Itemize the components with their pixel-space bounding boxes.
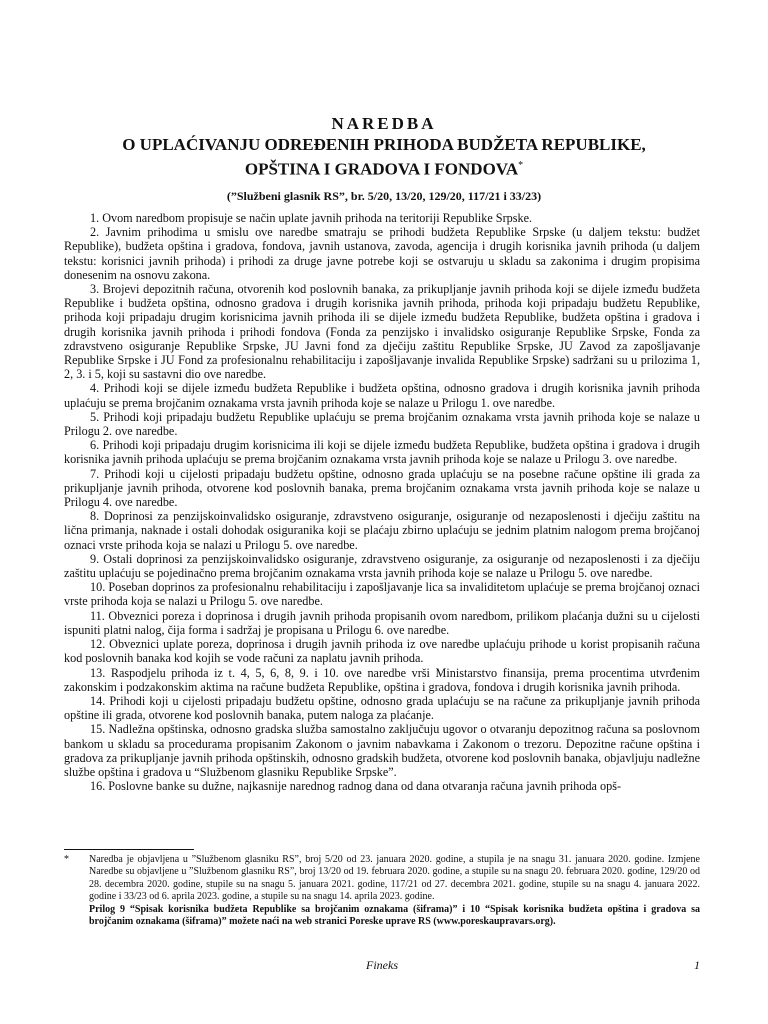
document-body xyxy=(64,211,700,793)
document-subtitle-line1: O UPLAĆIVANJU ODREĐENIH PRIHODA BUDŽETA REPUBLIKE, xyxy=(122,135,646,154)
paragraph: 12. Obveznici uplate poreza, doprinosa i drugih javnih prihoda iz ove naredbe uplaćuju prihode u korist propisanih računa kod poslovnih banaka kod kojih se vode računi za naplatu javnih prihoda. xyxy=(64,637,700,666)
paragraph: 4. Prihodi koji se dijele između budžeta Republike i budžeta opština, odnosno gradova i drugih korisnika javnih prihoda uplaćuju se prema brojčanim oznakama vrsta javnih prihoda koje se nalaze u Prilogu 1. ove naredbe. xyxy=(64,381,700,410)
paragraph: 8. Doprinosi za penzijskoinvalidsko osiguranje, zdravstveno osiguranje, osiguranje od nezaposlenosti i dječiju zaštitu na lična primanja, naknade i ostali dohodak osiguranika koji se plaćaju zbirno uplaćuju se jednim platnim nalogom prema brojčanoj oznaci vrste prihoda koja se nalazi u Prilogu 5. ove naredbe. xyxy=(64,509,700,552)
title-block xyxy=(40,114,728,204)
paragraph: 14. Prihodi koji u cijelosti pripadaju budžetu opštine, odnosno grada uplaćuju se na račune za prikupljanje javnih prihoda opštine ili grada, otvorene kod poslovnih banaka, putem naloga za plaćanje. xyxy=(64,693,700,723)
paragraph: 1. Ovom naredbom propisuje se način uplate javnih prihoda na teritoriji Republike Srpske. xyxy=(90,211,533,225)
document-title: NAREDBA xyxy=(331,114,437,133)
footnote-annex-note: Prilog 9 “Spisak korisnika budžeta Republike sa brojčanim oznakama (šiframa)” i 10 “Spisak korisnika budžeta opština i gradova sa brojčanim oznakama (šiframa)” možete naći na web stranici Poreske uprave RS (www.poreskaupravars.org). xyxy=(89,903,700,928)
paragraph: 13. Raspodjelu prihoda iz t. 4, 5, 6, 8, 9. i 10. ove naredbe vrši Ministarstvo finansija, prema procentima utvrđenim zakonskim i podzakonskim aktima na račune budžeta Republike, opština i gradova, fondova i drugih korisnika javnih prihoda. xyxy=(64,665,700,694)
footnote-content xyxy=(89,854,700,928)
paragraph: 16. Poslovne banke su dužne, najkasnije narednog radnog dana od dana otvaranja računa javnih prihoda opš- xyxy=(90,779,622,794)
footnote-row xyxy=(64,854,700,928)
footnote-text: Naredba je objavljena u ”Službenom glasniku RS”, broj 5/20 od 23. januara 2020. godine, a stupila je na snagu 31. januara 2020. godine. Izmjene Naredbe su objavljene u ”Službenom glasniku RS”, broj 13/20 od 19. februara 2020. godine, a stupile su na snagu 20. februara 2020. godine, 129/20 od 28. decembra 2020. godine, stupile su na snagu 5. januara 2021. godine, 117/21 od 27. decembra 2021. godine, stupile su na snagu 4. januara 2022. godine i 33/23 od 6. aprila 2023. godine, a stupile su na snagu 14. aprila 2023. godine. xyxy=(89,854,700,903)
gazette-reference: (”Službeni glasnik RS”, br. 5/20, 13/20, 129/20, 117/21 i 33/23) xyxy=(226,188,542,203)
paragraph: 3. Brojevi depozitnih računa, otvorenih kod poslovnih banaka, za prikupljanje javnih prihoda koji se dijele između budžeta Republike i budžeta opština, odnosno gradova i drugih korisnika javnih prihoda, prihoda koji pripadaju budžetu Republike, prihoda koji pripadaju drugim korisnicima javnih prihoda ili se dijele između budžeta Republike, budžeta opština i gradova i drugih korisnika javnih prihoda i prihodi fondova (Fonda za penzijsko i invalidsko osiguranje Republike Srpske, Fonda za zdravstveno osiguranje Republike Srpske, JU Javni fond za dječiju zaštitu Republike Srpske, JU Zavod za zapošljavanje Republike Srpske i JU Fond za profesionalnu rehabilitaciju i zapošljavanje invalida Republike Srpske) sadržani su u prilozima 1, 2, 3. i 5, koji su sastavni dio ove naredbe. xyxy=(64,282,700,382)
paragraph: 11. Obveznici poreza i doprinosa i drugih javnih prihoda propisanih ovom naredbom, prilikom plaćanja dužni su u cijelosti ispuniti platni nalog, čija forma i sadržaj je propisana u Prilogu 6. ove naredbe. xyxy=(64,608,700,637)
footnote-mark: * xyxy=(64,854,69,865)
journal-name: Fineks xyxy=(366,958,398,972)
footnote-divider xyxy=(64,849,194,850)
document-subtitle-line2 xyxy=(40,155,728,180)
footnote-reference[interactable]: * xyxy=(518,160,524,171)
paragraph: 10. Poseban doprinos za profesionalnu rehabilitaciju i zapošljavanje lica sa invaliditetom uplaćuje se prema brojčanoj oznaci vrste prihoda koja se nalazi u Prilogu 5. ove naredbe. xyxy=(64,580,700,609)
paragraph: 9. Ostali doprinosi za penzijskoinvalidsko osiguranje, zdravstveno osiguranje, za osiguranje od nezaposlenosti i za dječiju zaštitu uplaćuju se pojedinačno prema brojčanim oznakama vrsta javnih prihoda koje se nalaze u Prilogu 5. ove naredbe. xyxy=(64,551,700,581)
paragraph: 5. Prihodi koji pripadaju budžetu Republike uplaćuju se prema brojčanim oznakama vrsta javnih prihoda koje se nalaze u Prilogu 2. ove naredbe. xyxy=(64,409,700,439)
paragraph: 2. Javnim prihodima u smislu ove naredbe smatraju se prihodi budžeta Republike Srpske (u daljem tekstu: budžet Republike), budžeta opština i gradova, fondova, javnih ustanova, zavoda, agencija i drugih korisnika javnih prihoda (u daljem tekstu: korisnici javnih prihoda) i prihodi za druge javne potrebe koji se ostvaruju u skladu sa zakonima i drugim propisima donesenim na osnovu zakona. xyxy=(64,225,700,282)
subtitle-line2-text: OPŠTINA I GRADOVA I FONDOVA xyxy=(244,159,519,179)
paragraph: 7. Prihodi koji u cijelosti pripadaju budžetu opštine, odnosno grada uplaćuju se na posebne račune opštine ili grada za prikupljanje javnih prihoda, otvorene kod poslovnih banaka, prema brojčanim oznakama vrsta javnih prihoda koje se nalaze u Prilogu 4. ove naredbe. xyxy=(64,466,700,510)
paragraph: 6. Prihodi koji pripadaju drugim korisnicima ili koji se dijele između budžeta Republike, budžeta opština i gradova i drugih korisnika javnih prihoda uplaćuju se prema brojčanim oznakama vrsta javnih prihoda koje se nalaze u Prilogu 3. ove naredbe. xyxy=(64,438,700,467)
footnote xyxy=(64,854,700,928)
page-number: 1 xyxy=(694,958,700,972)
paragraph: 15. Nadležna opštinska, odnosno gradska služba samostalno zaključuju ugovor o otvaranju depozitnog računa sa poslovnom bankom u skladu sa procedurama propisanim Zakonom o javnim nabavkama i Zakonom o trezoru. Depozitne račune opština i gradova za prikupljanje javnih prihoda opštinskih, odnosno gradskih budžeta, otvorene kod poslovnih banaka, objavljuju nadležne službe opština i gradova u “Službenom glasniku Republike Srpske”. xyxy=(64,722,700,779)
